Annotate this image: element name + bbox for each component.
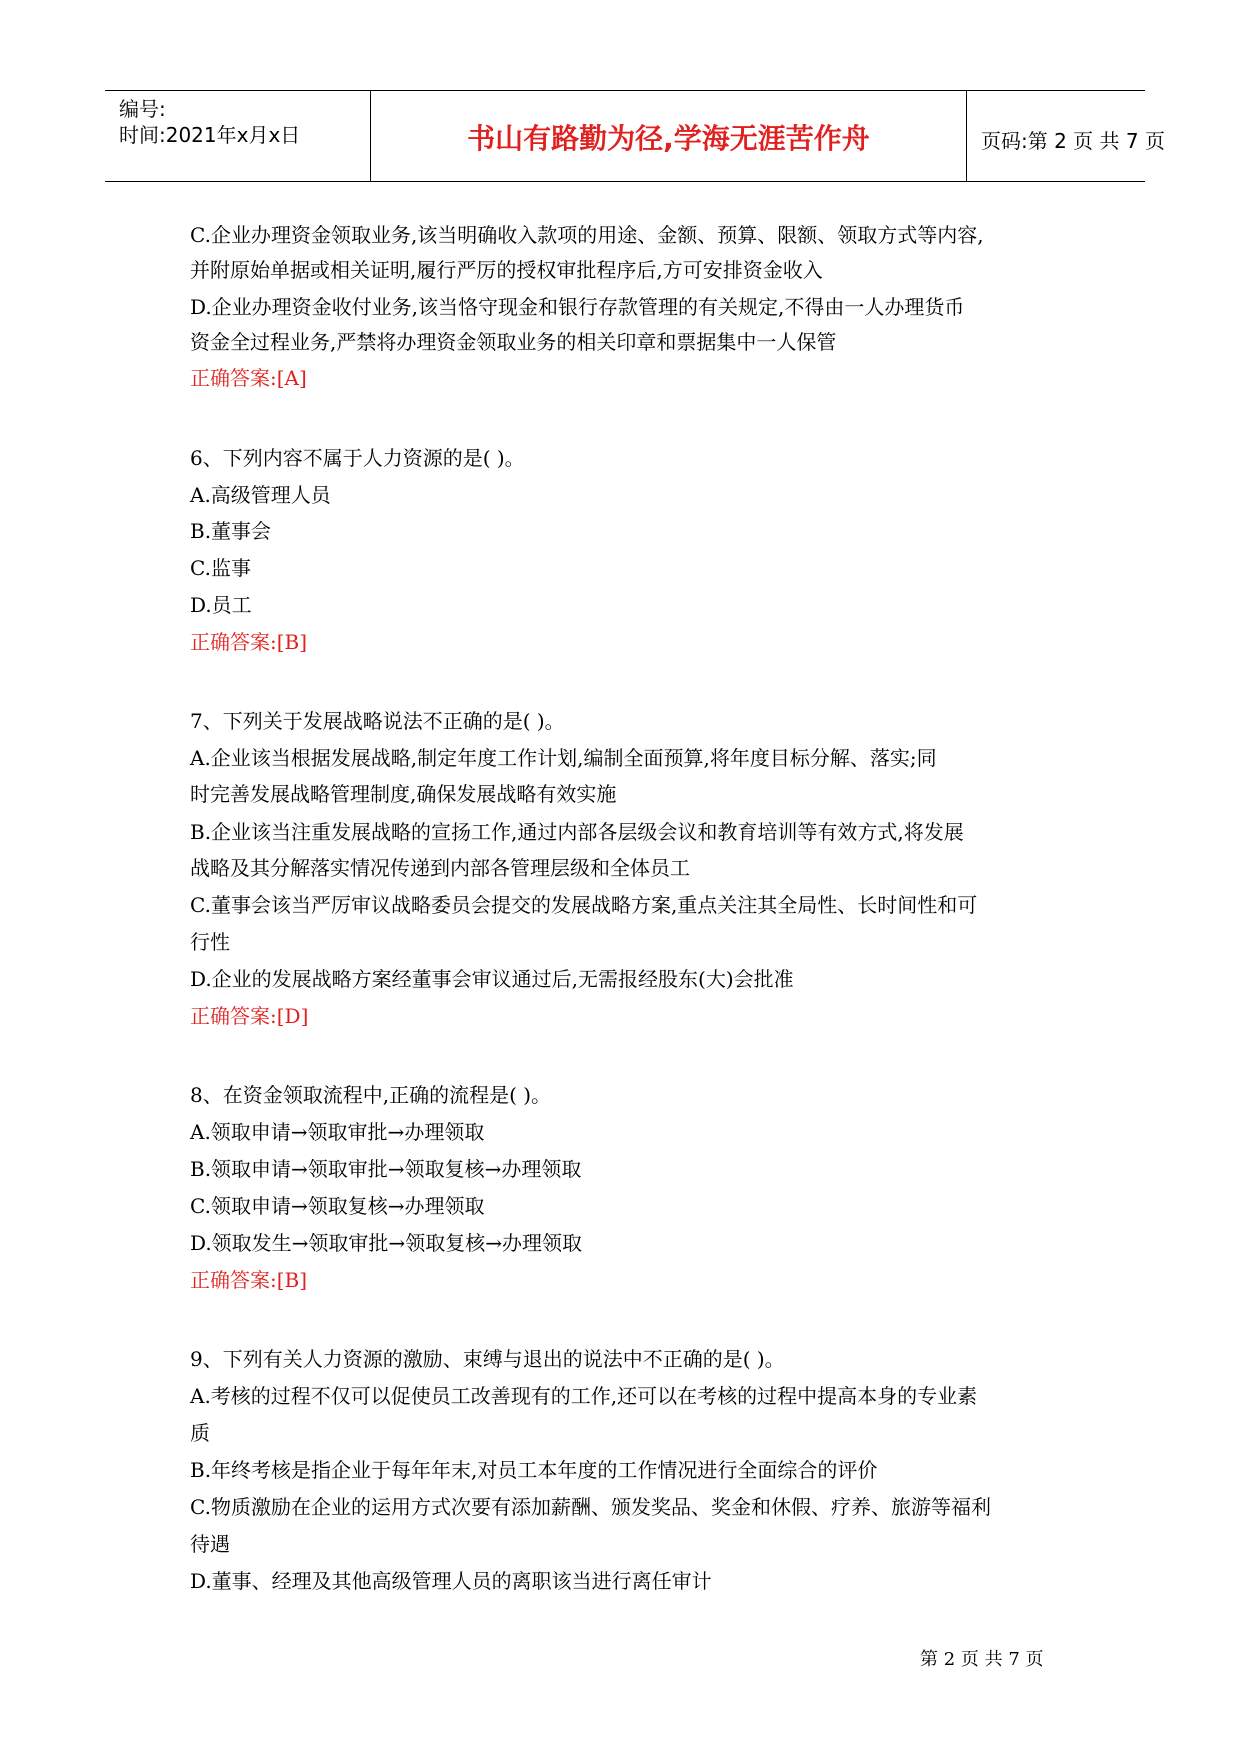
question-title: 7、下列关于发展战略说法不正确的是( )。 [190,709,565,733]
option-line: D.领取发生→领取审批→领取复核→办理领取 [190,1231,582,1255]
page-header [105,90,1165,182]
page-footer: 第 2 页 共 7 页 [920,1649,1044,1670]
option-line: B.董事会 [190,519,272,543]
option-line: C.物质激励在企业的运用方式次要有添加薪酬、颁发奖品、奖金和休假、疗养、旅游等福利 [190,1495,991,1519]
option-line: 时完善发展战略管理制度,确保发展战略有效实施 [190,782,617,806]
option-line: C.领取申请→领取复核→办理领取 [190,1194,485,1218]
option-line: C.董事会该当严厉审议战略委员会提交的发展战略方案,重点关注其全局性、长时间性和可 [190,893,978,917]
option-line: A.领取申请→领取审批→办理领取 [190,1120,485,1144]
time-label: 时间:2021年x月x日 [119,123,301,147]
question-title: 8、在资金领取流程中,正确的流程是( )。 [190,1083,552,1107]
option-line: D.董事、经理及其他高级管理人员的离职该当进行离任审计 [190,1569,712,1593]
text-line: 资金全过程业务,严禁将办理资金领取业务的相关印章和票据集中一人保管 [190,330,837,354]
option-line: B.年终考核是指企业于每年年末,对员工本年度的工作情况进行全面综合的评价 [190,1458,878,1482]
serial-label: 编号: [119,97,166,121]
option-line: D.企业的发展战略方案经董事会审议通过后,无需报经股东(大)会批准 [190,967,794,991]
text-line: C.企业办理资金领取业务,该当明确收入款项的用途、金额、预算、限额、领取方式等内容, [190,223,984,247]
text-line: 并附原始单据或相关证明,履行严厉的授权审批程序后,方可安排资金收入 [190,258,823,282]
question-title: 9、下列有关人力资源的激励、束缚与退出的说法中不正确的是( )。 [190,1347,785,1371]
option-line: B.企业该当注重发展战略的宣扬工作,通过内部各层级会议和教育培训等有效方式,将发展 [190,820,964,844]
header-page-cell [967,91,1165,181]
page-label: 页码:第 2 页 共 7 页 [981,129,1165,153]
question-title: 6、下列内容不属于人力资源的是( )。 [190,446,525,470]
answer-line: 正确答案:[B] [190,1268,308,1292]
header-info-cell [105,91,370,181]
option-line: 待遇 [190,1532,230,1556]
option-line: D.员工 [190,593,252,617]
option-line: B.领取申请→领取审批→领取复核→办理领取 [190,1157,582,1181]
option-line: A.高级管理人员 [190,483,331,507]
option-line: C.监事 [190,556,251,580]
option-line: 行性 [190,930,230,954]
text-line: D.企业办理资金收付业务,该当恪守现金和银行存款管理的有关规定,不得由一人办理货币 [190,295,965,319]
option-line: 质 [190,1421,210,1445]
option-line: A.企业该当根据发展战略,制定年度工作计划,编制全面预算,将年度目标分解、落实;同 [190,746,937,770]
header-motto-cell [370,91,967,181]
answer-line: 正确答案:[D] [190,1004,309,1028]
option-line: 战略及其分解落实情况传递到内部各管理层级和全体员工 [190,856,690,880]
option-line: A.考核的过程不仅可以促使员工改善现有的工作,还可以在考核的过程中提高本身的专业素 [190,1384,978,1408]
motto: 书山有路勤为径,学海无涯苦作舟 [467,122,870,155]
answer-line: 正确答案:[A] [190,366,307,390]
answer-line: 正确答案:[B] [190,630,308,654]
